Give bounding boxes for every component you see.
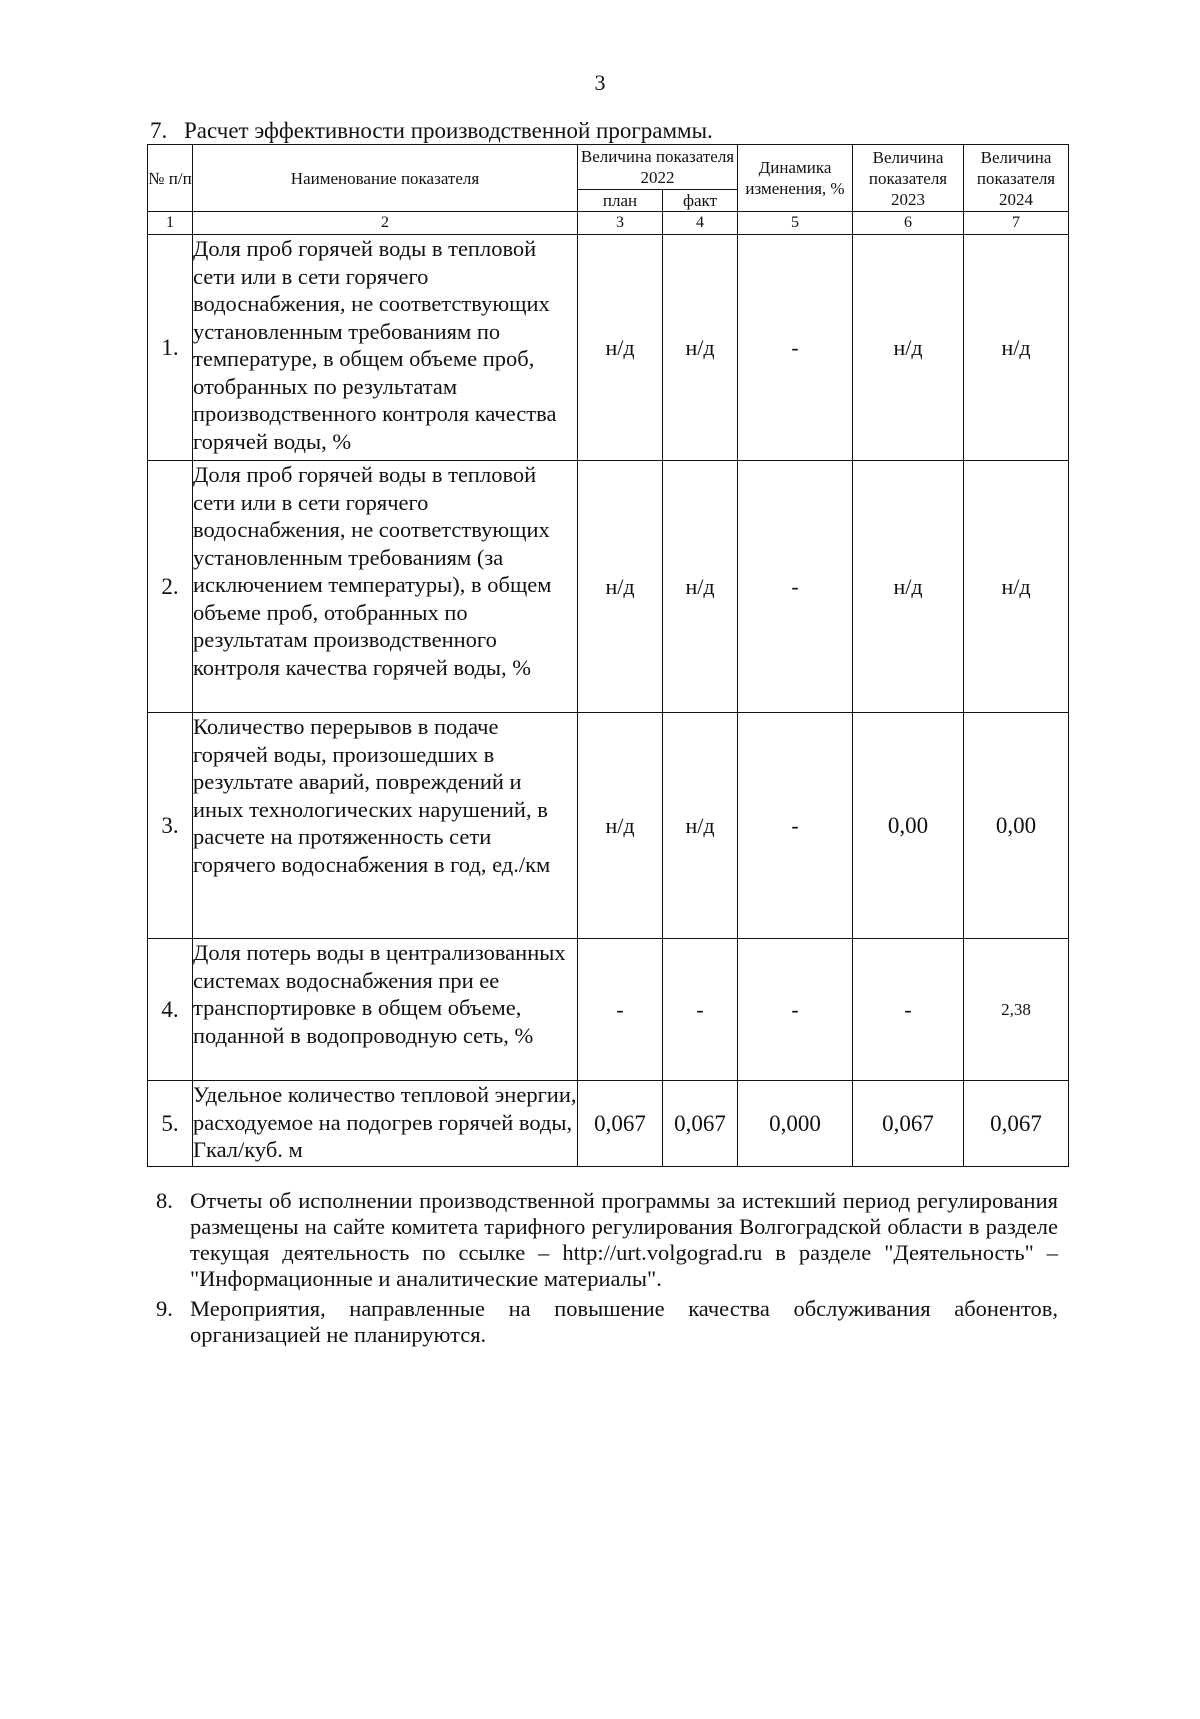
indicator-name: Количество перерывов в подаче горячей воды, произошедших в результате аварий, повреждений и иных технологических нарушений, в расчете на протяженность сети горячего водоснабжения в год, ед./км [193,713,578,939]
header-value-2024: Величина показателя 2024 [964,145,1069,212]
plan-2022: н/д [578,713,663,939]
dynamics: - [738,235,853,461]
section-title-text: Расчет эффективности производственной программы. [184,118,713,143]
header-value-2022: Величина показателя 2022 [578,145,738,190]
fact-2022: н/д [663,235,738,461]
plan-2022: н/д [578,235,663,461]
value-2024: н/д [964,235,1069,461]
value-2023: н/д [853,235,964,461]
plan-2022: н/д [578,461,663,713]
header-value-2023: Величина показателя 2023 [853,145,964,212]
value-2024: н/д [964,461,1069,713]
table-row [148,461,1069,713]
dynamics: - [738,939,853,1081]
header-name: Наименование показателя [193,145,578,212]
dynamics: - [738,461,853,713]
table-row [148,939,1069,1081]
indicator-name: Доля проб горячей воды в тепловой сети или в сети горячего водоснабжения, не соответствующих установленным требованиям (за исключением температуры), в общем объеме проб, отобранных по результатам производственного контроля качества горячей воды, % [193,461,578,713]
value-2023: 0,067 [853,1081,964,1167]
column-index: 2 [193,212,578,235]
header-plan: план [578,190,663,212]
table-row [148,1081,1069,1167]
row-number: 1. [148,235,193,461]
column-index: 7 [964,212,1069,235]
value-2024: 2,38 [964,939,1069,1081]
column-index: 6 [853,212,964,235]
table-row [148,713,1069,939]
notes-list [156,1188,1058,1352]
value-2023: 0,00 [853,713,964,939]
value-2023: н/д [853,461,964,713]
header-fact: факт [663,190,738,212]
column-index: 4 [663,212,738,235]
fact-2022: - [663,939,738,1081]
indicator-name: Доля потерь воды в централизованных системах водоснабжения при ее транспортировке в общем объеме, поданной в водопроводную сеть, % [193,939,578,1081]
note-item [156,1188,1058,1292]
note-text: Мероприятия, направленные на повышение качества обслуживания абонентов, организацией не планируются. [190,1296,1058,1347]
note-text: Отчеты об исполнении производственной программы за истекший период регулирования размещены на сайте комитета тарифного регулирования Волгоградской области в разделе текущая деятельность по ссылке – http://urt.volgograd.ru в разделе "Деятельность" – "Информационные и аналитические материалы". [190,1188,1058,1291]
section-number: 7. [150,118,168,143]
fact-2022: 0,067 [663,1081,738,1167]
note-number: 8. [156,1188,173,1213]
column-index: 1 [148,212,193,235]
plan-2022: 0,067 [578,1081,663,1167]
value-2024: 0,067 [964,1081,1069,1167]
header-dynamics: Динамика изменения, % [738,145,853,212]
plan-2022: - [578,939,663,1081]
column-index: 5 [738,212,853,235]
table-row [148,235,1069,461]
note-number: 9. [156,1296,173,1321]
page-number: 3 [594,70,606,95]
column-index: 3 [578,212,663,235]
note-item [156,1296,1058,1348]
indicator-name: Удельное количество тепловой энергии, расходуемое на подогрев горячей воды, Гкал/куб. м [193,1081,578,1167]
row-number: 5. [148,1081,193,1167]
row-number: 2. [148,461,193,713]
fact-2022: н/д [663,461,738,713]
value-2024: 0,00 [964,713,1069,939]
value-2023: - [853,939,964,1081]
section-title [150,118,713,144]
efficiency-table [147,144,1069,1167]
indicator-name: Доля проб горячей воды в тепловой сети или в сети горячего водоснабжения, не соответствующих установленным требованиям по температуре, в общем объеме проб, отобранных по результатам производственного контроля качества горячей воды, % [193,235,578,461]
dynamics: - [738,713,853,939]
fact-2022: н/д [663,713,738,939]
dynamics: 0,000 [738,1081,853,1167]
row-number: 3. [148,713,193,939]
row-number: 4. [148,939,193,1081]
header-num: № п/п [148,145,193,212]
